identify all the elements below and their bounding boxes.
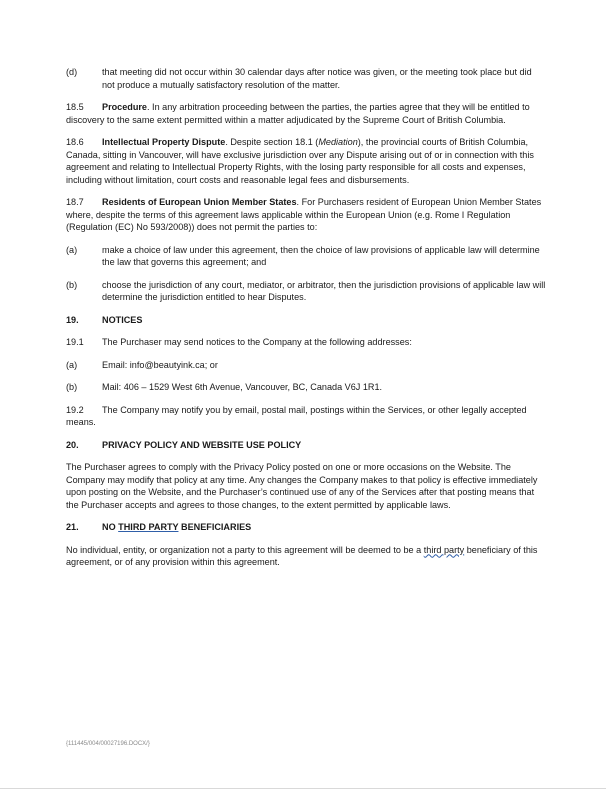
list-label: (a) [66,244,78,255]
section-21-body [66,544,546,569]
list-text: that meeting did not occur within 30 calendar days after notice was given, or the meeting took place but did not produce a mutually satisfactory resolution of the matter. [102,67,532,90]
heading-title: NOTICES [102,314,143,325]
section-19-1 [66,336,546,349]
section-title: Intellectual Property Dispute [102,137,226,147]
list-text: Email: info@beautyink.ca; or [102,359,218,370]
section-number: 18.6 [66,137,84,147]
heading-title-part: NO [102,522,119,532]
section-text: beneficiary of this agreement, or of any provision within this agreement. [66,544,538,567]
section-number: 19.1 [66,337,84,347]
list-label: (d) [66,67,78,77]
section-text: No individual, entity, or organization not a party to this agreement will be deemed to be a [66,544,424,555]
third-party-link[interactable]: THIRD PARTY [118,522,179,532]
heading-number: 21. [66,522,79,532]
third-party-link[interactable]: third party [423,544,465,555]
document-footer: {111445/004/00027196.DOCX/} [66,741,150,747]
section-18-6 [66,136,546,186]
section-number: 18.5 [66,102,84,112]
list-label: (a) [66,359,78,370]
section-text: . Despite section 18.1 ( [225,137,319,147]
list-item-b-mail [66,381,546,394]
section-text: The Purchaser may send notices to the Company at the following addresses: [102,337,412,347]
section-number: 18.7 [66,197,84,207]
section-text: . For Purchasers resident of European Union Member States where, despite the terms of this agreement laws applicable within the European Union (e.g. Rome I Regulation (Regulation (EC) No 593/2008)) does not permit the parties to: [66,197,542,232]
section-text: . In any arbitration proceeding between the parties, the parties agree that they will be entitled to discovery to the same extent permitted within a matter adjudicated by the Supreme Court of British Columbia. [66,102,530,125]
section-title: Residents of European Union Member States [102,197,297,207]
section-title: Procedure [102,102,147,112]
section-heading-19 [66,314,546,327]
heading-title [102,521,251,534]
section-19-2 [66,404,546,429]
section-text: The Company may notify you by email, postal mail, postings within the Services, or other legally accepted means. [66,404,527,427]
heading-number: 19. [66,314,79,325]
list-item-a-email [66,359,546,372]
section-18-5 [66,101,546,126]
heading-title-part: BENEFICIARIES [178,522,252,532]
list-label: (b) [66,382,78,392]
list-text: choose the jurisdiction of any court, mediator, or arbitrator, then the jurisdiction provisions of applicable law will determine the jurisdiction entitled to hear Disputes. [102,279,546,302]
heading-number: 20. [66,439,79,450]
list-text: Mail: 406 – 1529 West 6th Avenue, Vancouver, BC, Canada V6J 1R1. [102,382,383,392]
section-heading-20 [66,439,546,452]
document-body [66,66,546,579]
list-item-a [66,244,546,269]
list-label: (b) [66,279,78,290]
list-item-d [66,66,546,91]
section-heading-21 [66,521,546,534]
section-number: 19.2 [66,404,84,415]
list-item-b [66,279,546,304]
section-text: ), the provincial courts of British Columbia, Canada, sitting in Vancouver, will have exclusive jurisdiction over any Dispute arising out of or in connection with this agreement and relating to Intellectual Property Rights, with the losing party responsible for all costs and expenses, including without limitation, court costs and reasonable legal fees and disbursements. [66,137,534,185]
list-text: make a choice of law under this agreement, then the choice of law provisions of applicable law will determine the law that governs this agreement; and [102,244,540,267]
section-18-7 [66,196,546,234]
section-italic: Mediation [318,137,358,147]
section-20-body: The Purchaser agrees to comply with the Privacy Policy posted on one or more occasions on the Website. The Company may modify that policy at any time. Any changes the Company makes to that policy is effective immediately upon posting on the Website, and the Purchaser’s continued use of any of the Services after that posting means that the Purchaser accepts and agrees to those changes, to the extent permitted by applicable laws. [66,462,538,510]
heading-title: PRIVACY POLICY AND WEBSITE USE POLICY [102,439,302,450]
